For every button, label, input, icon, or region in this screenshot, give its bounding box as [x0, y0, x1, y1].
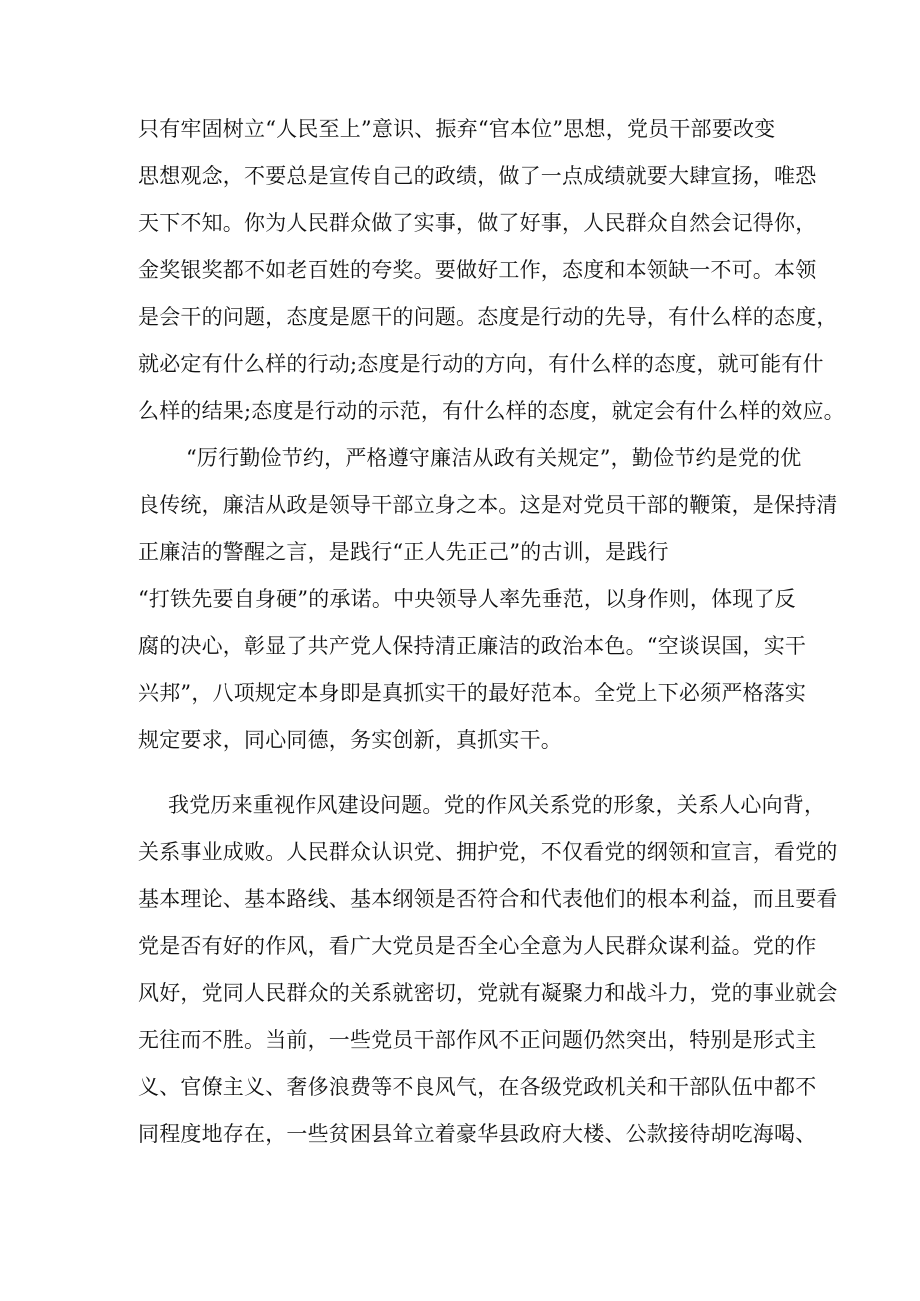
- text-line: 天下不知。你为人民群众做了实事，做了好事，人民群众自然会记得你，: [138, 211, 817, 235]
- text-line: 基本理论、基本路线、基本纲领是否符合和代表他们的根本利益，而且要看: [138, 887, 838, 911]
- text-line: 义、官僚主义、奢侈浪费等不良风气，在各级党政机关和干部队伍中都不: [138, 1075, 817, 1099]
- text-line: 同程度地存在，一些贫困县耸立着豪华县政府大楼、公款接待胡吃海喝、: [138, 1122, 817, 1146]
- text-line: 我党历来重视作风建设问题。党的作风关系党的形象，关系人心向背，: [168, 793, 826, 817]
- text-line: 正廉洁的警醒之言，是践行“正人先正己”的古训，是践行: [138, 540, 669, 564]
- text-line: 关系事业成败。人民群众认识党、拥护党，不仅看党的纲领和宣言，看党的: [138, 840, 838, 864]
- text-line: 金奖银奖都不如老百姓的夸奖。要做好工作，态度和本领缺一不可。本领: [138, 258, 817, 282]
- text-line: 是会干的问题，态度是愿干的问题。态度是行动的先导，有什么样的态度，: [138, 305, 838, 329]
- text-line: 良传统，廉洁从政是领导干部立身之本。这是对党员干部的鞭策，是保持清: [138, 493, 838, 517]
- text-line: 兴邦”，八项规定本身即是真抓实干的最好范本。全党上下必须严格落实: [138, 681, 807, 705]
- text-line: 无往而不胜。当前，一些党员干部作风不正问题仍然突出，特别是形式主: [138, 1028, 817, 1052]
- text-line: 思想观念，不要总是宣传自己的政绩，做了一点成绩就要大肆宣扬，唯恐: [138, 164, 817, 188]
- text-line: 风好，党同人民群众的关系就密切，党就有凝聚力和战斗力，党的事业就会: [138, 981, 838, 1005]
- text-line: 只有牢固树立“人民至上”意识、振弃“官本位”思想，党员干部要改变: [138, 117, 776, 141]
- text-line: “打铁先要自身硬”的承诺。中央领导人率先垂范，以身作则，体现了反: [138, 587, 796, 611]
- text-line: 规定要求，同心同德，务实创新，真抓实干。: [138, 728, 562, 752]
- text-line: 腐的决心，彰显了共产党人保持清正廉洁的政治本色。“空谈误国，实干: [138, 634, 807, 658]
- text-line: 党是否有好的作风，看广大党员是否全心全意为人民群众谋利益。党的作: [138, 934, 817, 958]
- text-line: 么样的结果;态度是行动的示范，有什么样的态度，就定会有什么样的效应。: [138, 399, 845, 423]
- text-line: 就必定有什么样的行动;态度是行动的方向，有什么样的态度，就可能有什: [138, 352, 824, 376]
- text-line: “厉行勤俭节约，严格遵守廉洁从政有关规定”，勤俭节约是党的优: [186, 446, 802, 470]
